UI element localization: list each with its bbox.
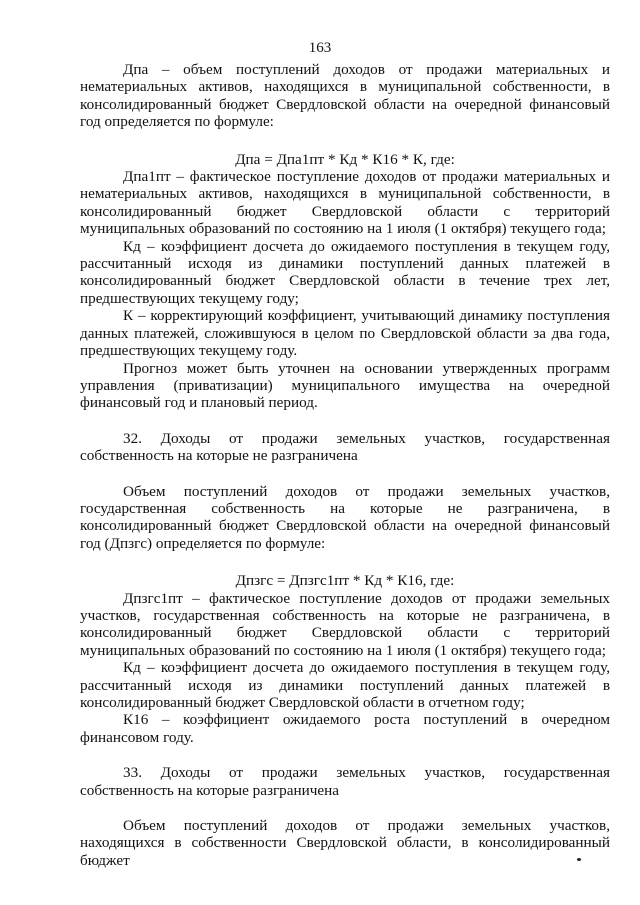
spacer — [80, 131, 610, 151]
spacer — [80, 746, 610, 764]
formula: Дпа = Дпа1пт * Кд * К16 * К, где: — [235, 150, 455, 168]
scan-mark — [577, 858, 581, 861]
spacer — [80, 412, 610, 430]
paragraph: К16 – коэффициент ожидаемого роста поступлений в очередном финансовом году. — [80, 711, 610, 746]
spacer — [80, 552, 610, 572]
paragraph: К – корректирующий коэффициент, учитывающий динамику поступления данных платежей, сложившуюся в целом по Свердловской области за два года, предшествующих текущему году. — [80, 307, 610, 360]
document-body — [80, 61, 610, 869]
formula: Дпзгс = Дпзгс1пт * Кд * К16, где: — [235, 572, 455, 590]
paragraph: Дпа1пт – фактическое поступление доходов от продажи материальных и нематериальных активов, находящихся в муниципальной собственности, в консолидированный бюджет Свердловской области с территорий муниципальных образований по состоянию на 1 июля (1 октября) текущего года; — [80, 168, 610, 238]
paragraph: Объем поступлений доходов от продажи земельных участков, находящихся в собственности Свердловской области, в консолидированный бюджет — [80, 817, 610, 869]
paragraph: Кд – коэффициент досчета до ожидаемого поступления в текущем году, рассчитанный исходя из динамики поступлений данных платежей в консолидированный бюджет Свердловской области в течение трех лет, предшествующих текущему году; — [80, 237, 610, 307]
spacer — [80, 799, 610, 817]
paragraph: Объем поступлений доходов от продажи земельных участков, государственная собственность на которые не разграничена, в консолидированный бюджет Свердловской области на очередной финансовый год (Дпзгс) определяется по формуле: — [80, 482, 610, 552]
paragraph: Прогноз может быть уточнен на основании утвержденных программ управления (приватизации) муниципального имущества на очередной финансовый год и плановый период. — [80, 359, 610, 412]
paragraph: Дпа – объем поступлений доходов от продажи материальных и нематериальных активов, находящихся в муниципальной собственности, в консолидированный бюджет Свердловской области на очередной финансовый год определяется по формуле: — [80, 61, 610, 131]
page-number: 163 — [308, 40, 332, 56]
section-heading: 32. Доходы от продажи земельных участков, государственная собственность на которые не разграничена — [80, 429, 610, 465]
section-heading: 33. Доходы от продажи земельных участков, государственная собственность на которые разграничена — [80, 764, 610, 799]
paragraph: Кд – коэффициент досчета до ожидаемого поступления в текущем году, рассчитанный исходя из динамики поступлений данных платежей в консолидированный бюджет Свердловской области в отчетном году; — [80, 659, 610, 711]
spacer — [80, 465, 610, 483]
paragraph: Дпзгс1пт – фактическое поступление доходов от продажи земельных участков, государственная собственность на которые не разграничена, в консолидированный бюджет Свердловской области с территорий муниципальных образований по состоянию на 1 июля (1 октября) текущего года; — [80, 589, 610, 659]
